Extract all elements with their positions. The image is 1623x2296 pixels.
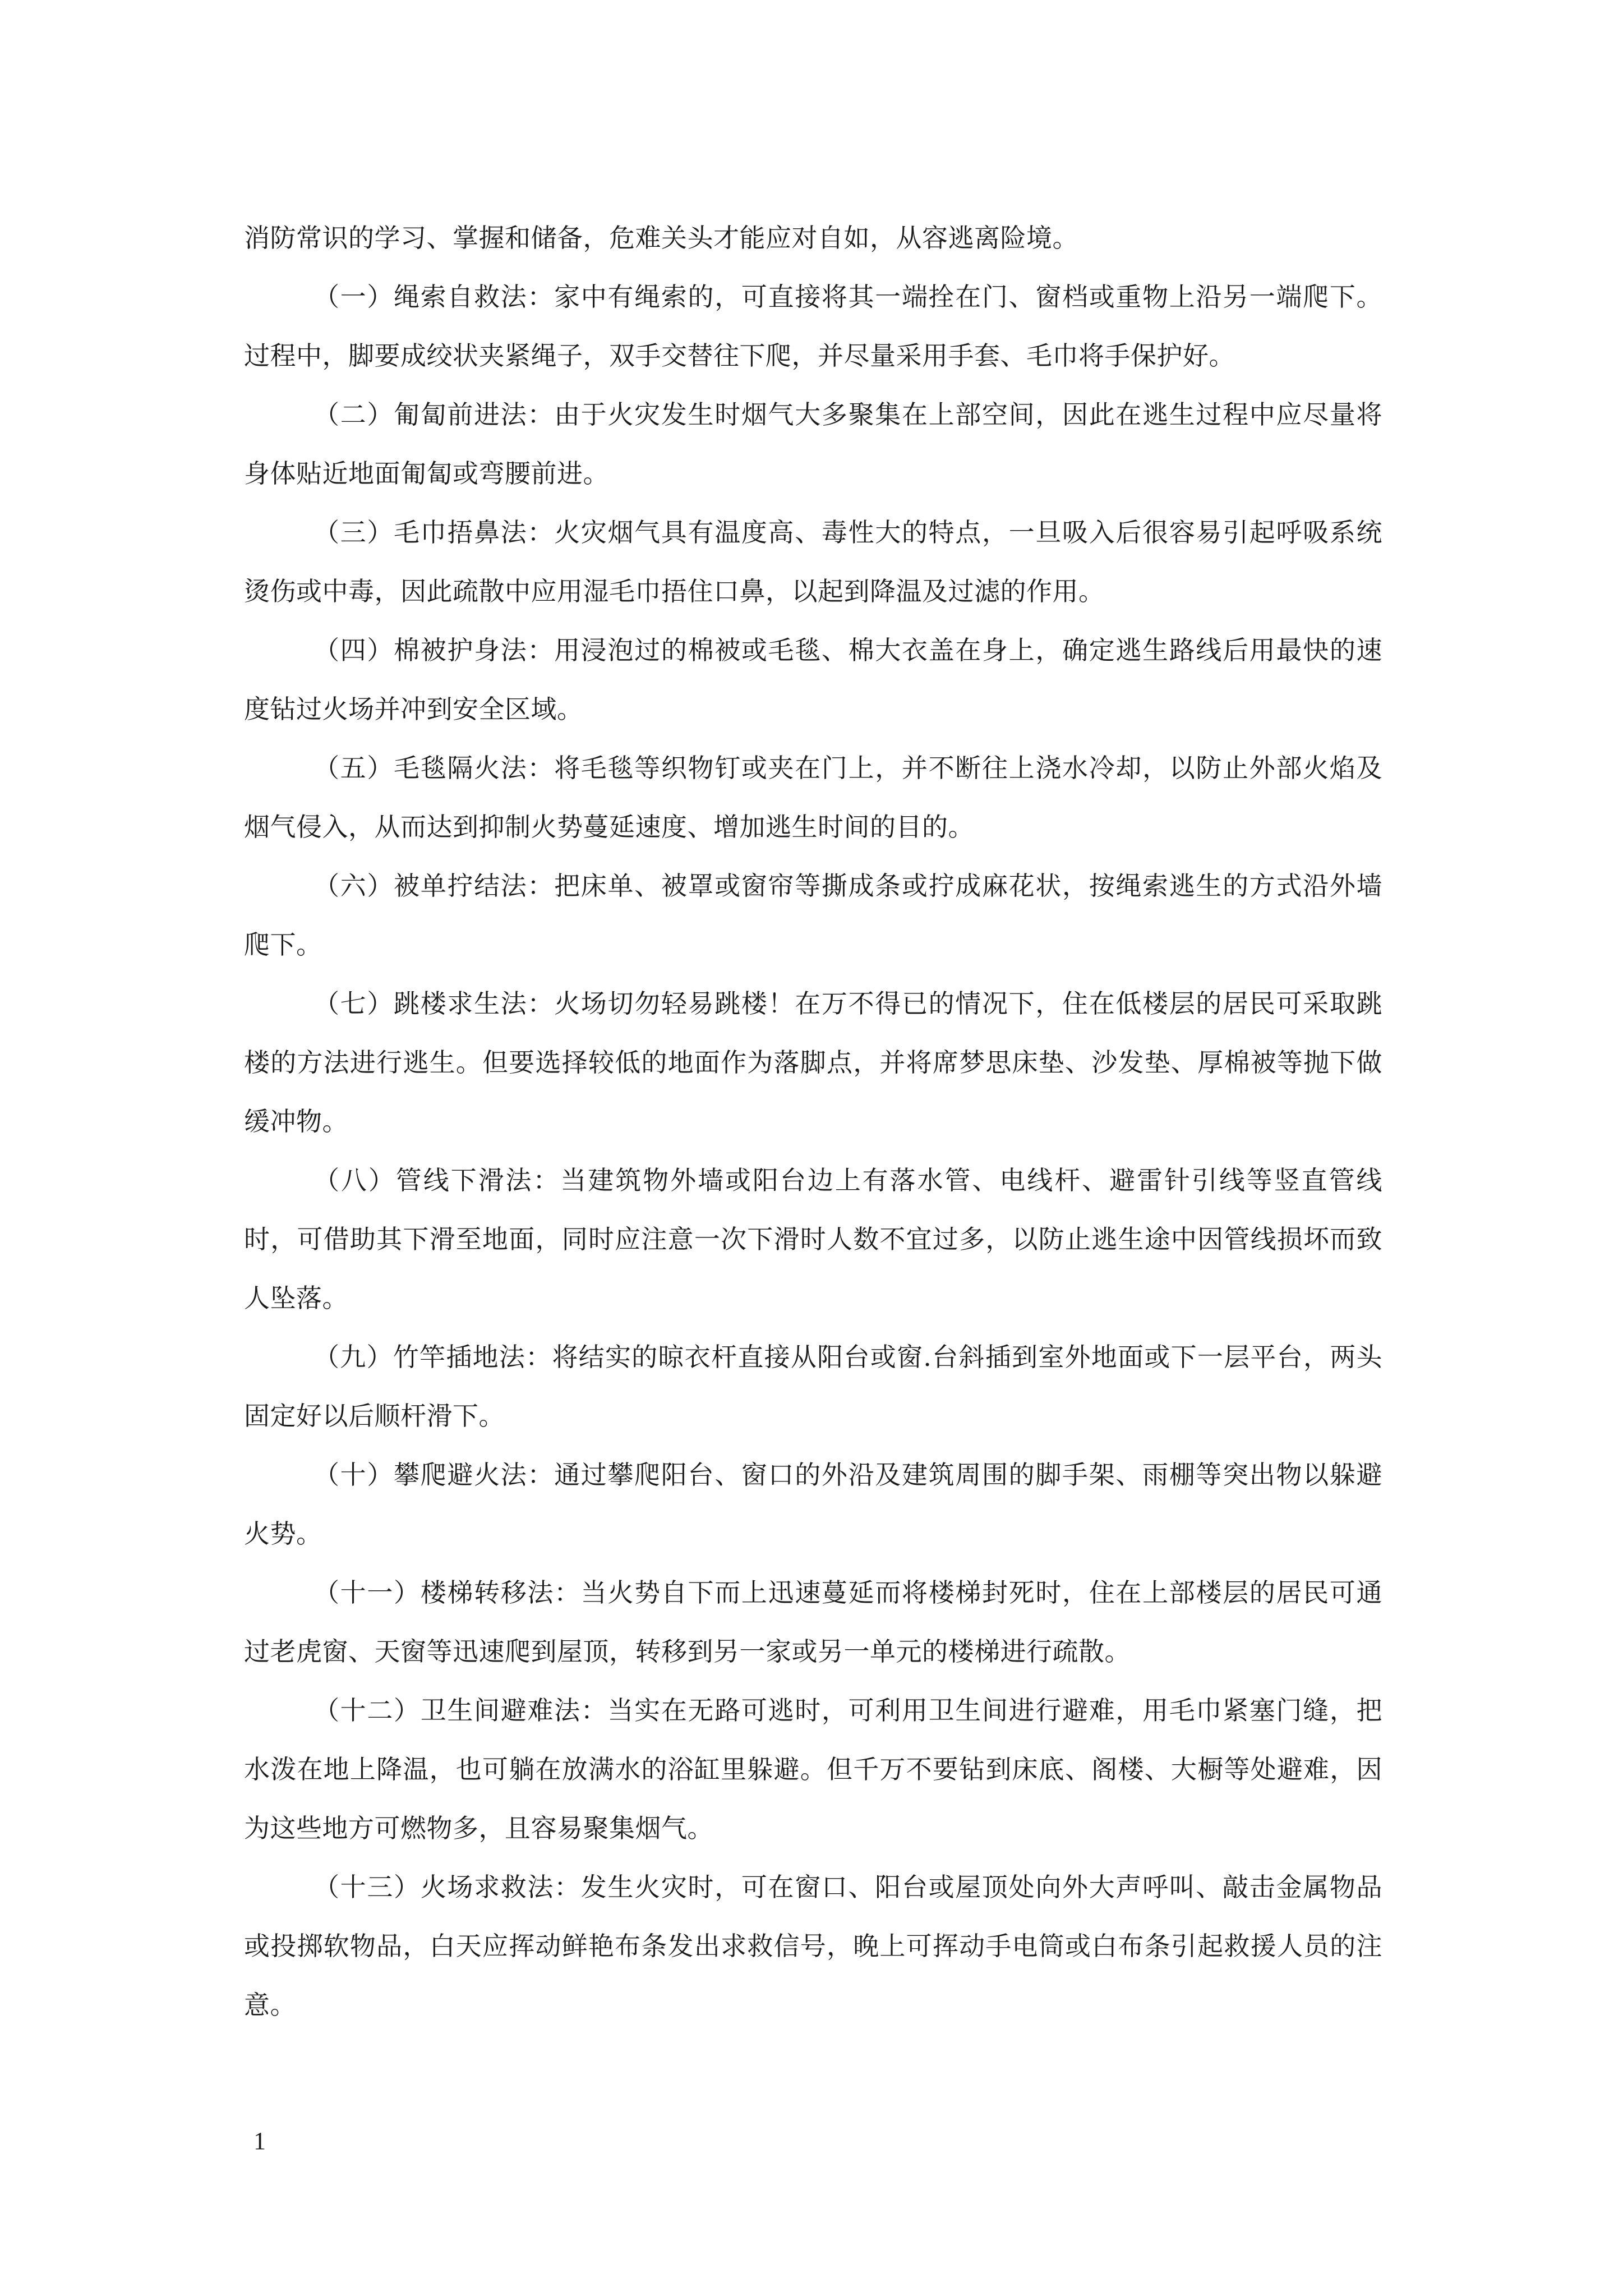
paragraph-stair-transfer: （十一）楼梯转移法：当火势自下而上迅速蔓延而将楼梯封死时，住在上部楼层的居民可通过老虎窗、天窗等迅速爬到屋顶，转移到另一家或另一单元的楼梯进行疏散。 xyxy=(244,1577,1382,1667)
paragraph-bathroom-refuge: （十二）卫生间避难法：当实在无路可逃时，可利用卫生间进行避难，用毛巾紧塞门缝，把水泼在地上降温，也可躺在放满水的浴缸里躲避。但千万不要钻到床底、阁楼、大橱等处避难，因为这些地方可燃物多，且容易聚集烟气。 xyxy=(244,1695,1382,1843)
paragraph-intro: 消防常识的学习、掌握和储备，危难关头才能应对自如，从容逃离险境。 xyxy=(244,223,1078,253)
paragraph-call-for-help: （十三）火场求救法：发生火灾时，可在窗口、阳台或屋顶处向外大声呼叫、敲击金属物品或投掷软物品，白天应挥动鲜艳布条发出求救信号，晚上可挥动手电筒或白布条引起救援人员的注意。 xyxy=(244,1872,1382,2020)
paragraph-blanket-fire-barrier: （五）毛毯隔火法：将毛毯等织物钉或夹在门上，并不断往上浇水冷却，以防止外部火焰及烟气侵入，从而达到抑制火势蔓延速度、增加逃生时间的目的。 xyxy=(244,753,1382,842)
document-body xyxy=(244,209,1382,2035)
paragraph-pipe-slide: （八）管线下滑法：当建筑物外墙或阳台边上有落水管、电线杆、避雷针引线等竖直管线时，可借助其下滑至地面，同时应注意一次下滑时人数不宜过多，以防止逃生途中因管线损坏而致人坠落。 xyxy=(244,1165,1382,1313)
paragraph-climb-avoid-fire: （十）攀爬避火法：通过攀爬阳台、窗口的外沿及建筑周围的脚手架、雨棚等突出物以躲避火势。 xyxy=(244,1460,1382,1549)
paragraph-towel-cover-nose: （三）毛巾捂鼻法：火灾烟气具有温度高、毒性大的特点，一旦吸入后很容易引起呼吸系统烫伤或中毒，因此疏散中应用湿毛巾捂住口鼻，以起到降温及过滤的作用。 xyxy=(244,517,1382,606)
paragraph-pole-slide: （九）竹竿插地法：将结实的晾衣杆直接从阳台或窗.台斜插到室外地面或下一层平台，两头固定好以后顺杆滑下。 xyxy=(244,1342,1382,1431)
paragraph-crawl-forward: （二）匍匐前进法：由于火灾发生时烟气大多聚集在上部空间，因此在逃生过程中应尽量将身体贴近地面匍匐或弯腰前进。 xyxy=(244,399,1382,489)
page-number: 1 xyxy=(253,2127,266,2155)
paragraph-sheet-rope: （六）被单拧结法：把床单、被罩或窗帘等撕成条或拧成麻花状，按绳索逃生的方式沿外墙爬下。 xyxy=(244,871,1382,960)
paragraph-rope-self-rescue: （一）绳索自救法：家中有绳索的，可直接将其一端拴在门、窗档或重物上沿另一端爬下。过程中，脚要成绞状夹紧绳子，双手交替往下爬，并尽量采用手套、毛巾将手保护好。 xyxy=(244,282,1382,371)
paragraph-quilt-protection: （四）棉被护身法：用浸泡过的棉被或毛毯、棉大衣盖在身上，确定逃生路线后用最快的速度钻过火场并冲到安全区域。 xyxy=(244,635,1382,724)
paragraph-jump-survival: （七）跳楼求生法：火场切勿轻易跳楼！在万不得已的情况下，住在低楼层的居民可采取跳楼的方法进行逃生。但要选择较低的地面作为落脚点，并将席梦思床垫、沙发垫、厚棉被等抛下做缓冲物。 xyxy=(244,988,1382,1137)
